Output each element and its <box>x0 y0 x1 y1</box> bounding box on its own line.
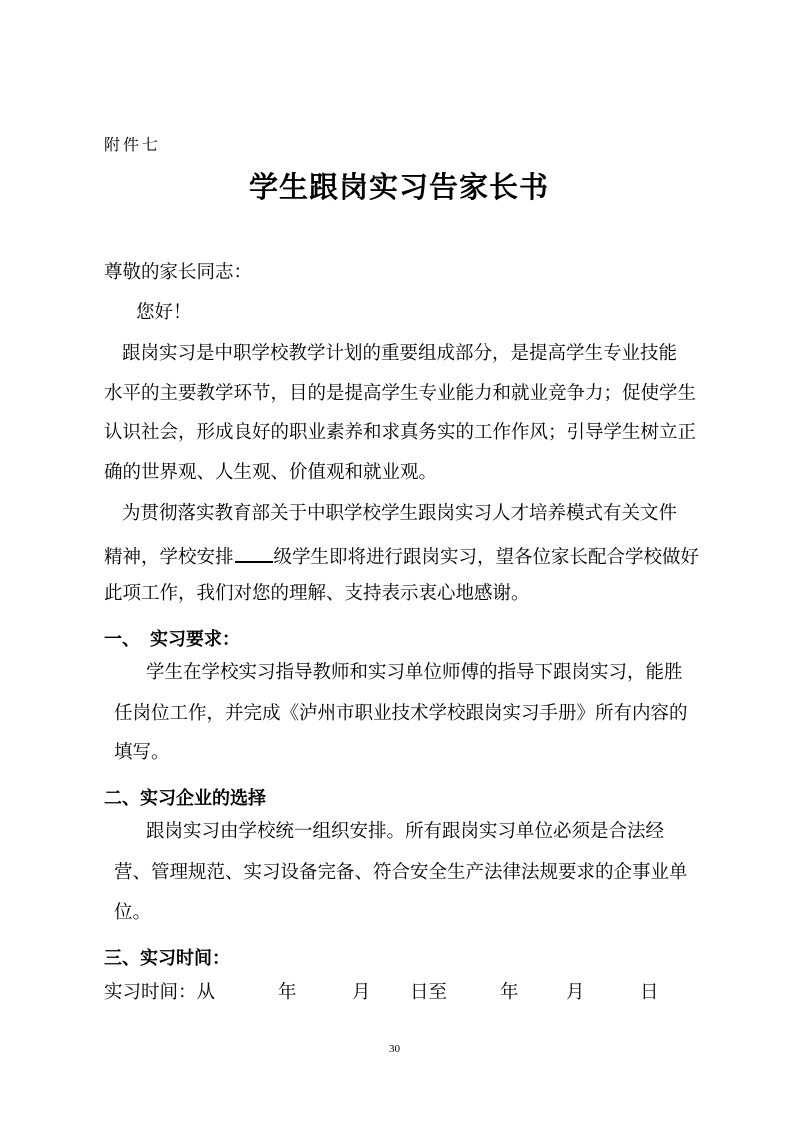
grade-blank <box>235 545 273 563</box>
section-heading: 二、实习企业的选择 <box>104 788 266 809</box>
paragraph-line: 水平的主要教学环节，目的是提高学生专业能力和就业竞争力；促使学生 <box>104 383 697 404</box>
section-heading: 实习要求： <box>150 629 240 650</box>
section-line: 营、管理规范、实习设备完备、符合安全生产法律法规要求的企事业单 <box>114 862 688 883</box>
section-heading: 三、实习时间： <box>104 948 230 969</box>
greeting: 您好！ <box>136 302 192 323</box>
section-line: 位。 <box>114 902 152 923</box>
section-number: 一、 <box>104 629 140 650</box>
paragraph-line <box>104 545 699 568</box>
paragraph-text: 精神，学校安排 <box>104 547 234 568</box>
section-line: 任岗位工作，并完成《泸州市职业技术学校跟岗实习手册》所有内容的 <box>114 703 688 724</box>
start-day-label: 日至 <box>410 982 448 1003</box>
attachment-label: 附件七 <box>104 135 162 154</box>
paragraph-line: 认识社会，形成良好的职业素养和求真务实的工作作风；引导学生树立正 <box>104 422 697 443</box>
end-day-label: 日 <box>640 982 659 1003</box>
salutation: 尊敬的家长同志： <box>104 262 253 283</box>
section-line: 学生在学校实习指导教师和实习单位师傅的指导下跟岗实习，能胜 <box>146 662 683 683</box>
paragraph-line: 确的世界观、人生观、价值观和就业观。 <box>104 462 438 483</box>
paragraph-line: 为贯彻落实教育部关于中职学校学生跟岗实习人才培养模式有关文件 <box>122 503 678 524</box>
paragraph-line: 此项工作，我们对您的理解、支持表示衷心地感谢。 <box>104 583 530 604</box>
paragraph-line: 跟岗实习是中职学校教学计划的重要组成部分，是提高学生专业技能 <box>122 343 678 364</box>
end-year-label: 年 <box>500 982 519 1003</box>
start-month-label: 月 <box>352 982 371 1003</box>
end-month-label: 月 <box>566 982 585 1003</box>
section-line: 跟岗实习由学校统一组织安排。所有跟岗实习单位必须是合法经 <box>146 821 665 842</box>
document-title: 学生跟岗实习告家长书 <box>249 170 550 204</box>
page-number: 30 <box>389 1043 400 1055</box>
paragraph-text: 级学生即将进行跟岗实习，望各位家长配合学校做好 <box>273 547 700 568</box>
time-label: 实习时间：从 <box>104 982 216 1003</box>
section-line: 填写。 <box>114 742 170 763</box>
start-year-label: 年 <box>278 982 297 1003</box>
